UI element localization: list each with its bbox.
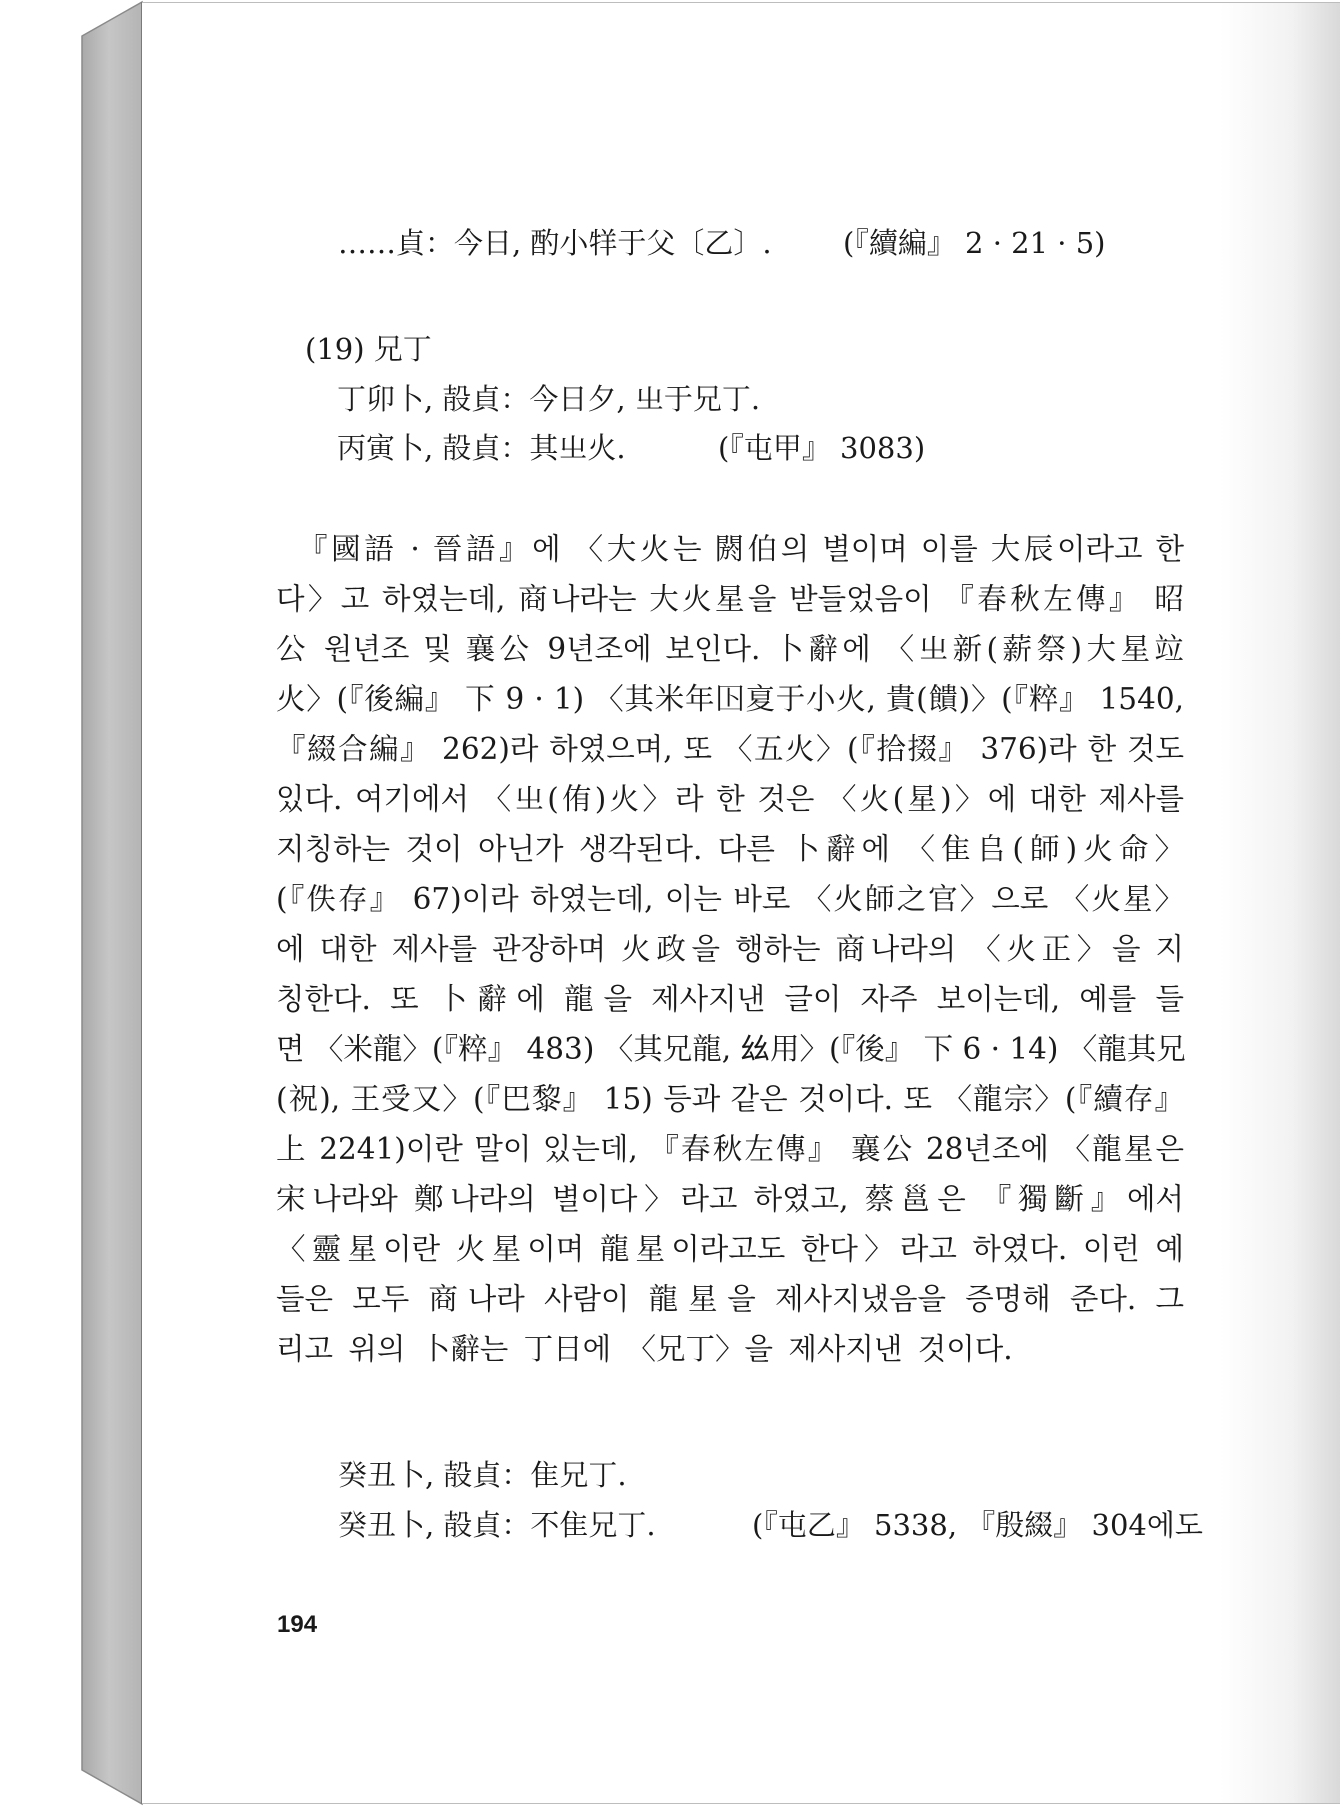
quote-line: 癸丑卜, 㱿貞：隹兄丁. — [338, 1458, 627, 1492]
paragraph-line: 上 2241)이란 말이 있는데, 『春秋左傳』 襄公 28년조에 〈龍星은 — [276, 1132, 1184, 1166]
quote-line: 丙寅卜, 㱿貞：其㞢火. — [337, 431, 626, 465]
paragraph-line: 公 원년조 및 襄公 9년조에 보인다. 卜辭에 〈㞢新(薪祭)大星竝 — [276, 632, 1184, 666]
paragraph-line: 있다. 여기에서 〈㞢(侑)火〉라 한 것은 〈火(星)〉에 대한 제사를 — [276, 782, 1184, 816]
paragraph-line: 『綴合編』 262)라 하였으며, 또 〈五火〉(『拾掇』 376)라 한 것도 — [276, 732, 1184, 766]
paragraph-line: 에 대한 제사를 관장하며 火政을 행하는 商나라의 〈火正〉을 지 — [276, 932, 1184, 966]
quote-source: (『續編』 2 · 21 · 5) — [843, 226, 1106, 260]
paragraph-line: 면 〈米龍〉(『粹』 483) 〈其兄龍, 𢆶用〉(『後』 下 6 · 14) 〈龍其兄 — [276, 1032, 1186, 1066]
paragraph-line: (『佚存』 67)이라 하였는데, 이는 바로 〈火師之官〉으로 〈火星〉 — [276, 882, 1184, 916]
quote-line: 癸丑卜, 㱿貞：不隹兄丁. — [338, 1508, 656, 1542]
paragraph-line: 다〉고 하였는데, 商나라는 大火星을 받들었음이 『春秋左傳』 昭 — [276, 582, 1184, 616]
quote-source: (『屯甲』 3083) — [718, 431, 926, 465]
quote-source: (『屯乙』 5338, 『殷綴』 304에도 — [752, 1508, 1203, 1542]
paragraph-line: 들은 모두 商나라 사람이 龍星을 제사지냈음을 증명해 준다. 그 — [276, 1282, 1184, 1316]
paragraph-line: 지칭하는 것이 아닌가 생각된다. 다른 卜辭에 〈隹𠂤(師)火命〉 — [276, 832, 1184, 866]
paragraph-line: 칭한다. 또 卜辭에 龍을 제사지낸 글이 자주 보이는데, 예를 들 — [276, 982, 1184, 1016]
paragraph-line: 리고 위의 卜辭는 丁日에 〈兄丁〉을 제사지낸 것이다. — [276, 1332, 1013, 1366]
paragraph-line: 火〉(『後編』 下 9 · 1) 〈其米年𡆥㚆于小火, 貴(饋)〉(『粹』 1540, — [276, 682, 1184, 716]
paragraph-line: (祝), 王受又〉(『巴黎』 15) 등과 같은 것이다. 또 〈龍宗〉(『續存』 — [276, 1082, 1184, 1116]
quote-line: 丁卯卜, 㱿貞：今日夕, 㞢于兄丁. — [337, 382, 761, 416]
page-number: 194 — [277, 1611, 318, 1638]
paragraph-line: 『國語 · 晉語』에 〈大火는 閼伯의 별이며 이를 大辰이라고 한 — [298, 532, 1184, 566]
quote-line: ……貞：今日, 酌小䍧于父〔乙〕. — [338, 226, 772, 260]
entry-heading: (19) 兄丁 — [305, 332, 432, 366]
paragraph-line: 宋나라와 鄭나라의 별이다〉라고 하였고, 蔡邕은 『獨斷』에서 — [276, 1182, 1184, 1216]
paragraph-line: 〈靈星이란 火星이며 龍星이라고도 한다〉라고 하였다. 이런 예 — [276, 1232, 1184, 1266]
book-edge — [0, 0, 145, 1806]
